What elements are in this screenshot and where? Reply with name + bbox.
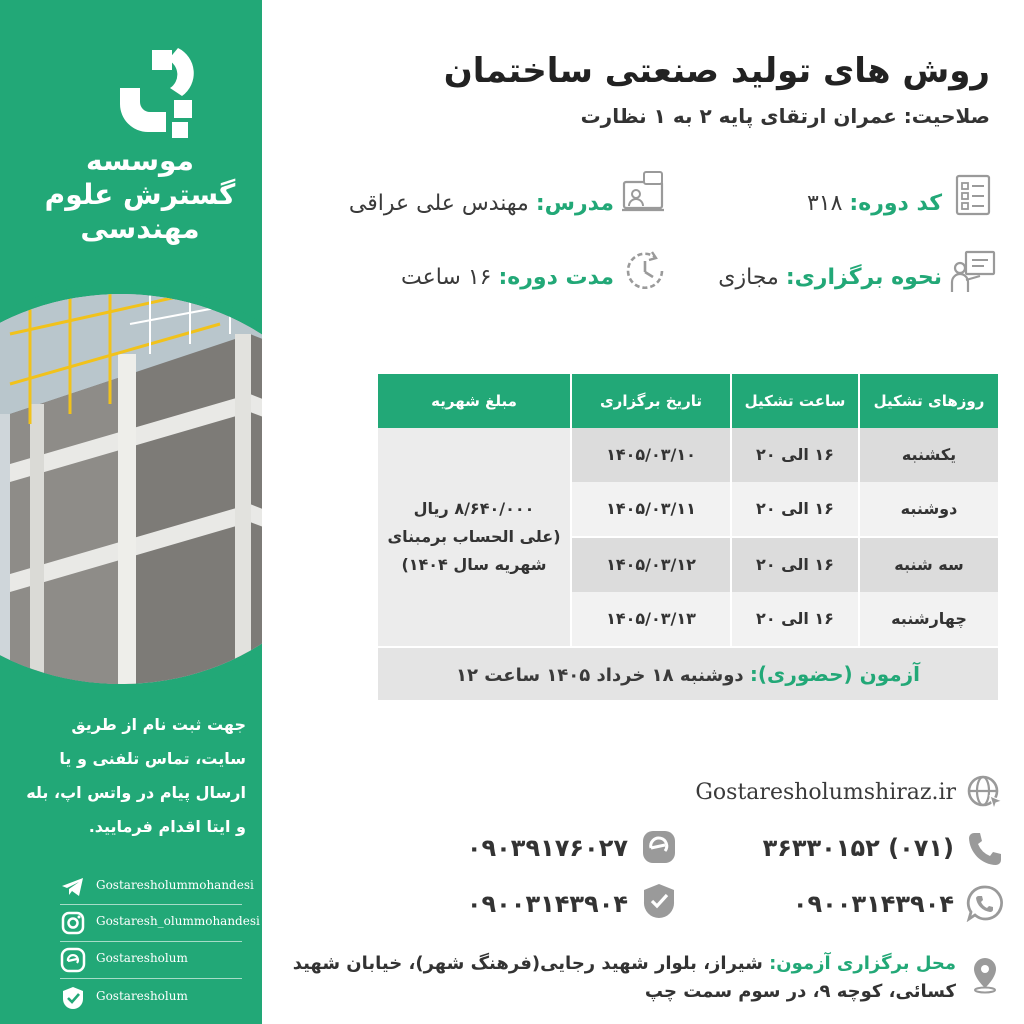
column-separator — [858, 428, 860, 646]
header-date: تاریخ برگزاری — [599, 392, 703, 410]
header-time: ساعت تشکیل — [744, 392, 846, 410]
social-eitaa[interactable] — [60, 947, 260, 973]
cell-date: ۱۴۰۵/۰۳/۱۳ — [606, 609, 696, 628]
institute-name-line1: موسسه — [86, 144, 194, 177]
teacher — [349, 184, 614, 224]
institute-name — [40, 144, 240, 246]
exam-address-value: شیراز، بلوار شهید رجایی(فرهنگ شهر)، خیابان شهید کسائی، کوچه ۹، در سوم سمت چپ — [292, 953, 956, 1002]
exam-row — [378, 648, 998, 700]
cell-time: ۱۶ الی ۲۰ — [756, 609, 834, 628]
exam-address — [256, 950, 956, 1006]
cell-time: ۱۶ الی ۲۰ — [756, 499, 834, 518]
institute-logo-icon — [112, 44, 212, 140]
cell-date: ۱۴۰۵/۰۳/۱۲ — [606, 555, 696, 574]
eitaa-phone[interactable]: ۰۹۰۳۹۱۷۶۰۲۷ — [466, 834, 628, 862]
website-link[interactable]: Gostaresholumshiraz.ir — [695, 780, 956, 805]
bale-phone[interactable]: ۰۹۰۰۳۱۴۳۹۰۴ — [466, 890, 628, 918]
social-telegram[interactable] — [60, 874, 260, 900]
presentation-icon — [950, 248, 996, 294]
social-divider — [60, 941, 242, 942]
location-pin-icon — [966, 956, 1004, 994]
course-code — [807, 184, 942, 224]
cell-day: دوشنبه — [900, 499, 958, 518]
course-code-value: ۳۱۸ — [806, 191, 843, 216]
column-separator — [570, 428, 572, 646]
building-photo — [0, 284, 262, 694]
schedule-table-header — [378, 374, 998, 428]
bale-icon — [60, 985, 86, 1011]
bale-icon — [640, 882, 678, 920]
social-divider — [60, 978, 242, 979]
cell-time: ۱۶ الی ۲۰ — [756, 445, 834, 464]
eitaa-icon — [640, 828, 678, 866]
course-duration-value: ۱۶ ساعت — [400, 265, 492, 290]
header-days: روزهای تشکیل — [873, 392, 985, 410]
social-telegram-handle: Gostaresholummohandesi — [96, 878, 254, 892]
cell-day: سه شنبه — [894, 555, 964, 574]
telegram-icon — [60, 874, 86, 900]
building-construction-image — [0, 294, 262, 684]
whatsapp-phone[interactable]: ۰۹۰۰۳۱۴۳۹۰۴ — [792, 890, 954, 918]
clock-history-icon — [622, 248, 668, 294]
tuition-fee-note-line1: (علی الحساب برمبنای — [387, 527, 561, 546]
exam-address-label: محل برگزاری آزمون: — [769, 953, 956, 974]
teacher-icon — [620, 170, 666, 216]
globe-icon — [966, 774, 1004, 812]
social-instagram[interactable] — [60, 910, 260, 936]
teacher-label: مدرس: — [535, 191, 614, 216]
social-eitaa-handle: Gostaresholum — [96, 951, 188, 965]
cell-day: چهارشنبه — [891, 609, 967, 628]
tuition-fee-amount: ۸/۶۴۰/۰۰۰ ریال — [413, 499, 535, 518]
course-duration-label: مدت دوره: — [498, 265, 614, 290]
phone-icon — [966, 830, 1004, 868]
institute-name-line2: گسترش علوم — [44, 178, 236, 211]
header-separator — [858, 374, 860, 428]
landline-phone[interactable]: (۰۷۱) ۳۶۳۳۰۱۵۲ — [762, 834, 954, 862]
exam-label: آزمون (حضوری): — [749, 662, 921, 686]
social-bale-handle: Gostaresholum — [96, 989, 188, 1003]
sidebar-panel — [0, 0, 262, 1024]
eitaa-icon — [60, 947, 86, 973]
header-separator — [570, 374, 572, 428]
cell-day: یکشنبه — [901, 445, 957, 464]
delivery-mode — [718, 258, 942, 298]
institute-name-line3: مهندسی — [80, 212, 200, 245]
teacher-value: مهندس علی عراقی — [348, 191, 529, 216]
course-code-label: کد دوره: — [849, 191, 942, 216]
course-title: روش های تولید صنعتی ساختمان — [443, 51, 990, 91]
social-bale[interactable] — [60, 985, 260, 1011]
header-fee: مبلغ شهریه — [431, 392, 517, 410]
cell-date: ۱۴۰۵/۰۳/۱۱ — [606, 499, 696, 518]
checklist-icon — [950, 172, 996, 218]
social-instagram-handle: Gostaresh_olummohandesi — [96, 914, 260, 928]
delivery-mode-label: نحوه برگزاری: — [785, 265, 942, 290]
course-qualification: صلاحیت: عمران ارتقای پایه ۲ به ۱ نظارت — [580, 104, 990, 128]
whatsapp-icon — [966, 884, 1004, 922]
registration-instructions: جهت ثبت نام از طریق سایت، تماس تلفنی و یا ارسال پیام در واتس اپ، بله و ایتا اقدام فرمایید. — [26, 715, 246, 836]
header-separator — [730, 374, 732, 428]
exam-value: دوشنبه ۱۸ خرداد ۱۴۰۵ ساعت ۱۲ — [455, 665, 744, 686]
course-duration — [401, 258, 614, 298]
tuition-fee-cell — [378, 428, 570, 646]
cell-date: ۱۴۰۵/۰۳/۱۰ — [606, 445, 696, 464]
column-separator — [730, 428, 732, 646]
delivery-mode-value: مجازی — [718, 265, 779, 290]
tuition-fee-note-line2: شهریه سال ۱۴۰۴) — [401, 555, 547, 574]
instagram-icon — [60, 910, 86, 936]
cell-time: ۱۶ الی ۲۰ — [756, 555, 834, 574]
social-divider — [60, 904, 242, 905]
